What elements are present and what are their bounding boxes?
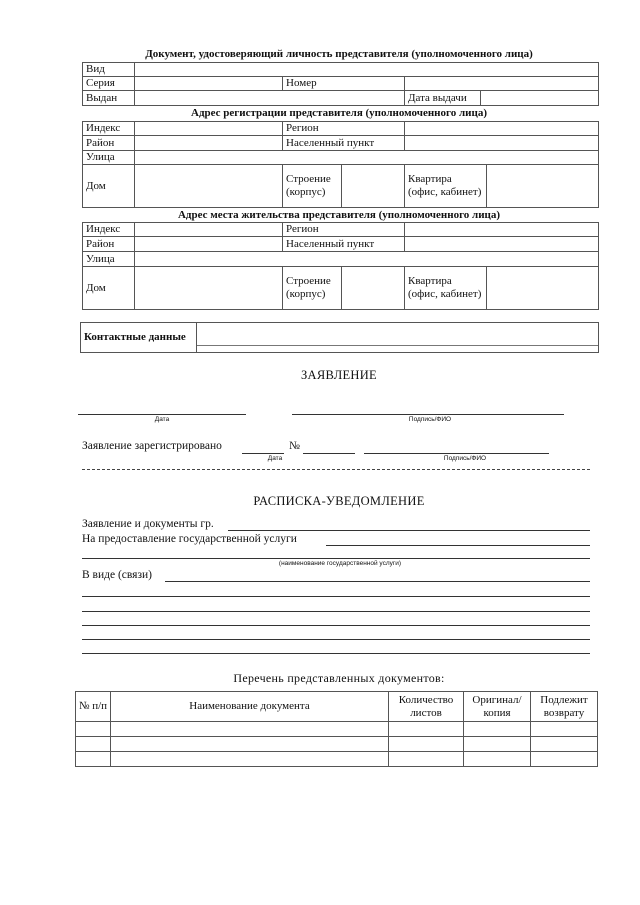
table-cell[interactable] bbox=[76, 752, 111, 767]
series-label: Серия bbox=[83, 77, 135, 91]
form-line-3[interactable] bbox=[82, 611, 590, 612]
table-cell[interactable] bbox=[464, 752, 531, 767]
table-cell[interactable] bbox=[76, 722, 111, 737]
reg-locality-field[interactable] bbox=[405, 136, 599, 151]
res-district-label: Район bbox=[83, 237, 135, 252]
reg-district-field[interactable] bbox=[135, 136, 283, 151]
docs-table bbox=[75, 691, 598, 767]
col-return-header: Подлежит возврату bbox=[531, 692, 598, 722]
form-line[interactable] bbox=[165, 581, 590, 582]
kind-label: Вид bbox=[83, 63, 135, 77]
service-line[interactable] bbox=[326, 545, 590, 546]
table-cell[interactable] bbox=[111, 722, 389, 737]
statement-signature-caption: Подпись/ФИО bbox=[408, 416, 452, 423]
rep-doc-table bbox=[82, 62, 599, 106]
number-label: Номер bbox=[283, 77, 405, 91]
res-house-label: Дом bbox=[83, 267, 135, 310]
kind-field[interactable] bbox=[135, 63, 599, 77]
res-region-field[interactable] bbox=[405, 223, 599, 237]
res-region-label: Регион bbox=[283, 223, 405, 237]
reg-street-field[interactable] bbox=[135, 151, 599, 165]
reg-index-field[interactable] bbox=[135, 122, 283, 136]
col-original-header: Оригинал/ копия bbox=[464, 692, 531, 722]
form-line-6[interactable] bbox=[82, 653, 590, 654]
receipt-title: РАСПИСКА-УВЕДОМЛЕНИЕ bbox=[253, 494, 425, 508]
col-name-header: Наименование документа bbox=[111, 692, 389, 722]
reg-region-label: Регион bbox=[283, 122, 405, 136]
statement-date-caption: Дата bbox=[154, 416, 170, 423]
table-cell[interactable] bbox=[464, 722, 531, 737]
table-cell[interactable] bbox=[531, 752, 598, 767]
table-row bbox=[76, 752, 598, 767]
res-index-label: Индекс bbox=[83, 223, 135, 237]
table-cell[interactable] bbox=[531, 737, 598, 752]
res-locality-label: Населенный пункт bbox=[283, 237, 405, 252]
reg-address-header: Адрес регистрации представителя (уполномоченного лица) bbox=[191, 107, 487, 119]
res-building-label: Строение (корпус) bbox=[283, 267, 342, 310]
table-row bbox=[76, 737, 598, 752]
contacts-field[interactable] bbox=[197, 323, 599, 353]
series-field[interactable] bbox=[135, 77, 283, 91]
registered-date-caption: Дата bbox=[267, 455, 283, 462]
form-line-4[interactable] bbox=[82, 625, 590, 626]
form-line-5[interactable] bbox=[82, 639, 590, 640]
registered-date-line[interactable] bbox=[242, 453, 284, 454]
res-apartment-field[interactable] bbox=[487, 267, 599, 310]
reg-building-field[interactable] bbox=[342, 165, 405, 208]
col-sheets-header: Количество листов bbox=[389, 692, 464, 722]
contacts-table bbox=[80, 322, 599, 353]
registered-label: Заявление зарегистрировано bbox=[82, 440, 222, 452]
reg-region-field[interactable] bbox=[405, 122, 599, 136]
form-label: В виде (связи) bbox=[82, 569, 152, 581]
docs-from-line[interactable] bbox=[228, 530, 590, 531]
reg-address-table bbox=[82, 121, 599, 208]
cut-line bbox=[82, 469, 590, 470]
table-cell[interactable] bbox=[111, 737, 389, 752]
res-index-field[interactable] bbox=[135, 223, 283, 237]
service-line-2[interactable] bbox=[82, 558, 590, 559]
form-line-2[interactable] bbox=[82, 596, 590, 597]
number-field[interactable] bbox=[405, 77, 599, 91]
statement-title: ЗАЯВЛЕНИЕ bbox=[301, 368, 377, 382]
table-cell[interactable] bbox=[111, 752, 389, 767]
issued-label: Выдан bbox=[83, 91, 135, 106]
reg-apartment-field[interactable] bbox=[487, 165, 599, 208]
statement-signature-line[interactable] bbox=[292, 414, 564, 415]
issue-date-label: Дата выдачи bbox=[405, 91, 481, 105]
table-cell[interactable] bbox=[389, 737, 464, 752]
res-house-field[interactable] bbox=[135, 267, 283, 310]
res-address-header: Адрес места жительства представителя (уполномоченного лица) bbox=[177, 209, 501, 221]
registered-signature-caption: Подпись/ФИО bbox=[443, 455, 487, 462]
registered-signature-line[interactable] bbox=[364, 453, 549, 454]
contacts-label: Контактные данные bbox=[81, 323, 197, 353]
reg-building-label: Строение (корпус) bbox=[283, 165, 342, 208]
reg-house-field[interactable] bbox=[135, 165, 283, 208]
table-cell[interactable] bbox=[389, 722, 464, 737]
res-building-field[interactable] bbox=[342, 267, 405, 310]
reg-street-label: Улица bbox=[83, 151, 135, 165]
table-row bbox=[76, 722, 598, 737]
reg-house-label: Дом bbox=[83, 165, 135, 208]
res-district-field[interactable] bbox=[135, 237, 283, 252]
reg-locality-label: Населенный пункт bbox=[283, 136, 405, 151]
table-cell[interactable] bbox=[531, 722, 598, 737]
reg-index-label: Индекс bbox=[83, 122, 135, 136]
docs-from-label: Заявление и документы гр. bbox=[82, 518, 214, 530]
issued-field[interactable] bbox=[135, 91, 405, 106]
number-sign: № bbox=[289, 440, 300, 452]
table-cell[interactable] bbox=[76, 737, 111, 752]
res-street-label: Улица bbox=[83, 252, 135, 267]
reg-apartment-label: Квартира (офис, кабинет) bbox=[405, 165, 487, 208]
table-cell[interactable] bbox=[464, 737, 531, 752]
statement-date-line[interactable] bbox=[78, 414, 246, 415]
docs-list-title: Перечень представленных документов: bbox=[233, 671, 445, 685]
table-cell[interactable] bbox=[389, 752, 464, 767]
rep-doc-header: Документ, удостоверяющий личность представителя (уполномоченного лица) bbox=[145, 48, 533, 60]
registered-number-line[interactable] bbox=[303, 453, 355, 454]
res-street-field[interactable] bbox=[135, 252, 599, 267]
res-address-table bbox=[82, 222, 599, 310]
res-apartment-label: Квартира (офис, кабинет) bbox=[405, 267, 487, 310]
reg-district-label: Район bbox=[83, 136, 135, 151]
res-locality-field[interactable] bbox=[405, 237, 599, 252]
service-label: На предоставление государственной услуги bbox=[82, 533, 297, 545]
col-number-header: № п/п bbox=[76, 692, 111, 722]
service-caption: (наименование государственной услуги) bbox=[278, 560, 402, 567]
